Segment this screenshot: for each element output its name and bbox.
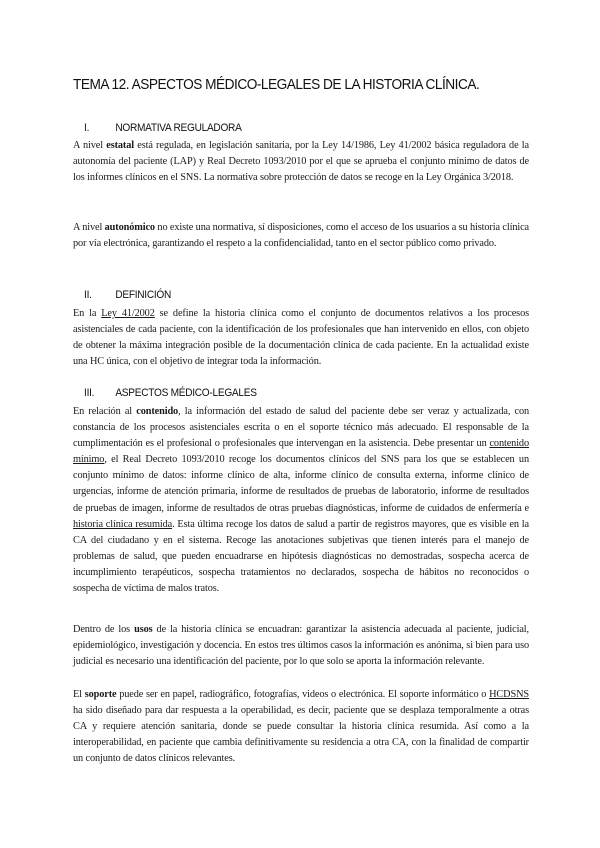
section-number: II. xyxy=(84,289,92,301)
section-heading-aspectos xyxy=(73,387,257,399)
paragraph-autonomico: A nivel autonómico no existe una normativa, sí disposiciones, como el acceso de los usuarios a su historia clínica por vía electrónica, garantizando el respeto a la confidencialidad, tanto en el sector público como privado. xyxy=(73,222,529,250)
section-title: DEFINICIÓN xyxy=(115,289,172,301)
section-heading-definicion xyxy=(73,289,171,301)
section-title: NORMATIVA REGULADORA xyxy=(115,122,242,134)
paragraph-definicion: En la Ley 41/2002 se define la historia clínica como el conjunto de documentos relativos a los procesos asistenciales de cada paciente, con la identificación de los profesionales que han intervenido en ellos, con objeto de obtener la máxima integración posible de la documentación clínica de cada paciente. En la actualidad existe una HC única, con el objetivo de integrar toda la información. xyxy=(73,308,529,368)
paragraph-estatal: A nivel estatal está regulada, en legislación sanitaria, por la Ley 14/1986, Ley 41/2002 básica reguladora de la autonomía del paciente (LAP) y Real Decreto 1093/2010 por el que se aprueba el conjunto mínimo de datos de los informes clínicos en el SNS. La normativa sobre protección de datos se recoge en la Ley Orgánica 3/2018. xyxy=(73,140,529,184)
hcdsns-underline: HCDSNS xyxy=(489,689,529,700)
paragraph-usos: Dentro de los usos de la historia clínica se encuadran: garantizar la asistencia adecuada al paciente, judicial, epidemiológico, investigación y docencia. En estos tres últimos casos la información es anónima, si bien para uso judicial es necesario una identificación del paciente, por lo que solo se aporta la información relevante. xyxy=(73,624,530,668)
ley-link: Ley 41/2002 xyxy=(101,308,155,319)
section-number: I. xyxy=(84,122,90,134)
document-title: TEMA 12. ASPECTOS MÉDICO-LEGALES DE LA HISTORIA CLÍNICA. xyxy=(73,76,480,93)
paragraph-soporte: El soporte puede ser en papel, radiográfico, fotografías, videos o electrónica. El soporte informático o HCDSNS ha sido diseñado para dar respuesta a la operabilidad, es decir, paciente que se desplaza temporalmente a otras CA y requiere atención sanitaria, donde se puede consultar la historia clínica resumida. Así como a la interoperabilidad, en paciente que cambia definitivamente su residencia a otra CA, con la finalidad de compartir un conjunto de datos clínicos relevantes. xyxy=(73,689,529,765)
paragraph-contenido: En relación al contenido, la información del estado de salud del paciente debe ser veraz y actualizada, con constancia de los procesos asistenciales escrita o en el soporte técnico más adecuado. El responsable de la cumplimentación es el profesional o profesionales que intervengan en la asistencia. Debe presentar un contenido mínimo, el Real Decreto 1093/2010 recoge los documentos clínicos del SNS para los que se establecen un conjunto mínimo de datos: informe clínico de alta, informe clínico de consulta externa, informe clínico de urgencias, informe de atención primaria, informe de resultados de pruebas de laboratorio, informe de resultados de pruebas de imagen, informe de resultados de otras pruebas diagnósticas, informe de cuidados de enfermería e historia clínica resumida. Esta última recoge los datos de salud a partir de registros mayores, que es visible en la CA del ciudadano y en el sistema. Recoge las anotaciones subjetivas que tienen interés para el manejo de problemas de salud, que pueden encuadrarse en hipótesis diagnósticas no demostradas, sospecha acerca de incumplimiento terapéuticos, sospecha tratamientos no declarados, sospecha de hábitos no reconocidos o sospecha de víctima de malos tratos. xyxy=(73,406,530,595)
contenido-minimo-underline: contenido mínimo xyxy=(73,438,529,466)
section-title: ASPECTOS MÉDICO-LEGALES xyxy=(115,387,257,399)
section-heading-normativa xyxy=(73,122,242,134)
section-number: III. xyxy=(84,387,95,399)
historia-resumida-underline: historia clínica resumida xyxy=(73,518,173,530)
